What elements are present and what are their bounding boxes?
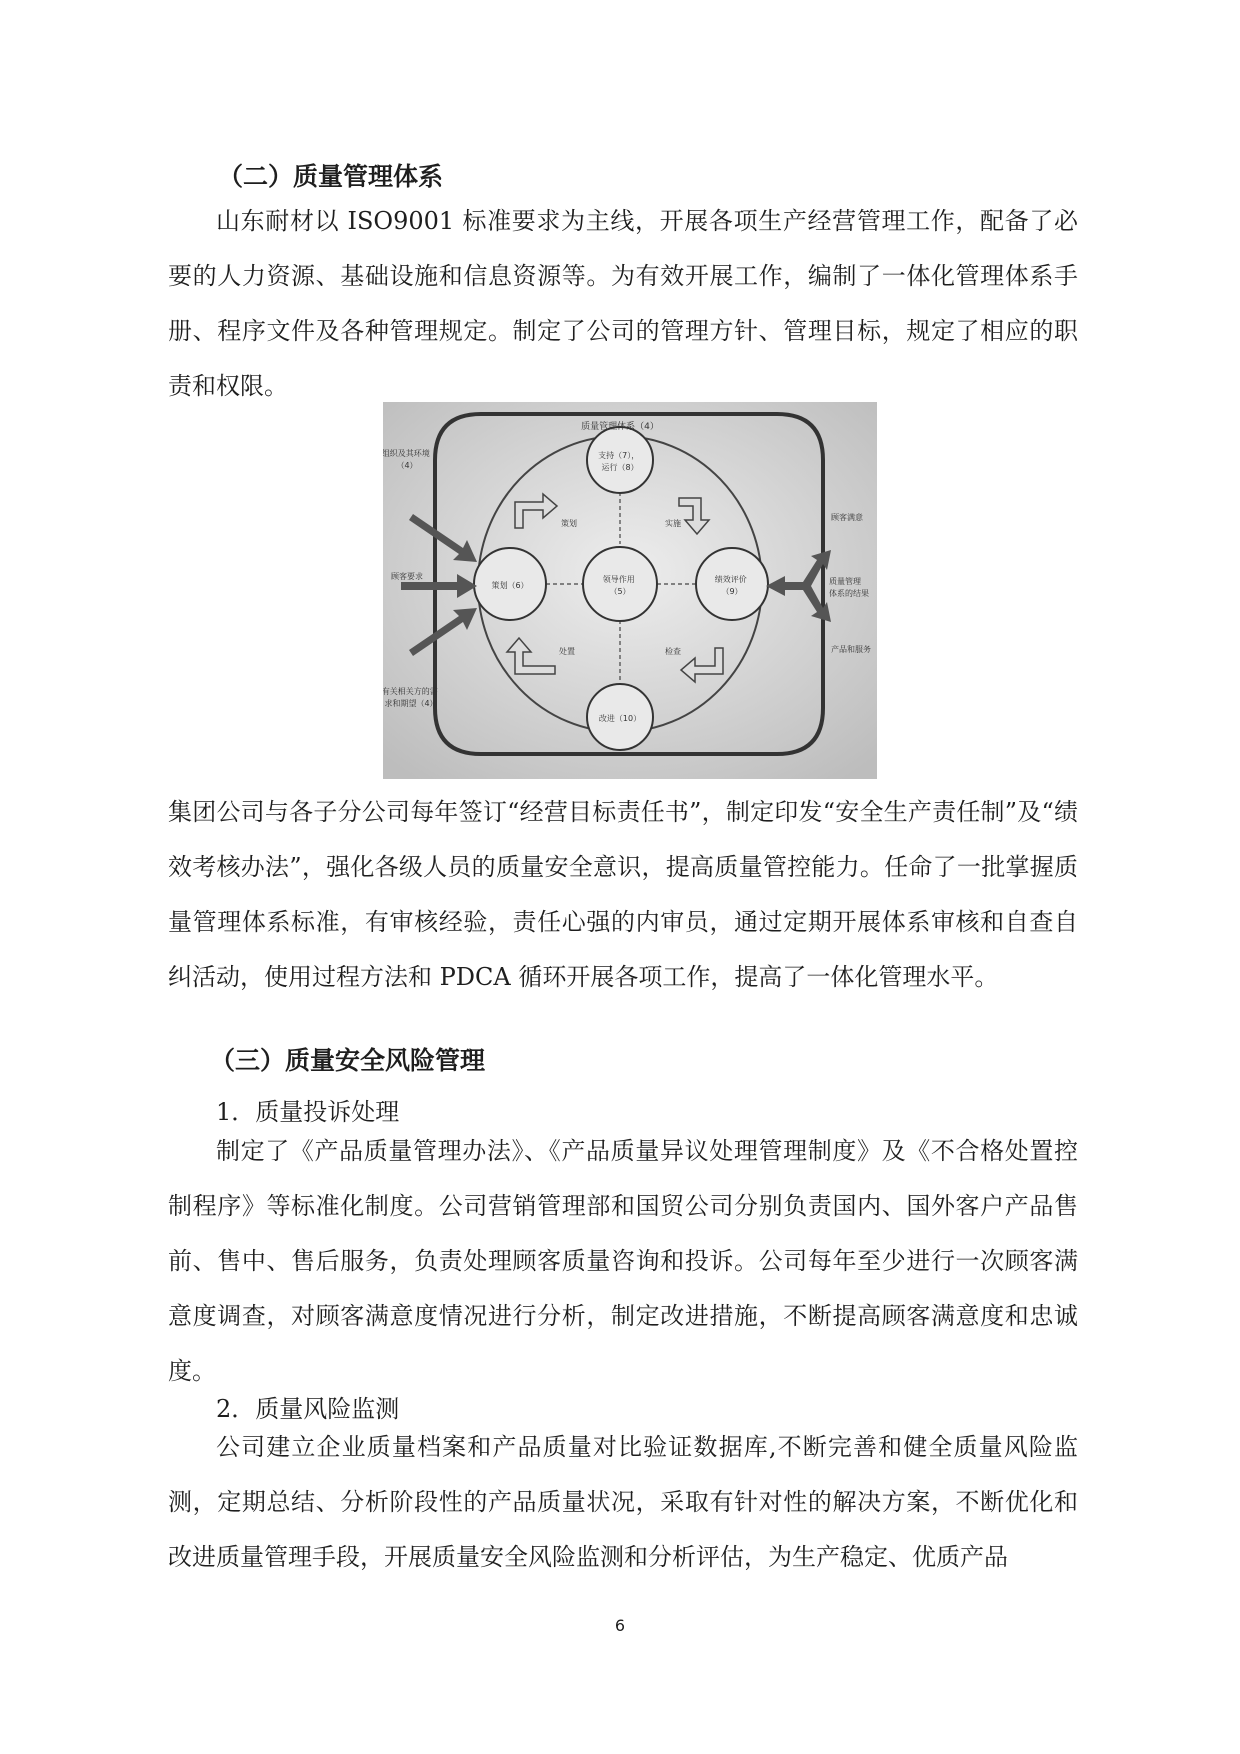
paragraph-complaint: 制定了《产品质量管理办法》、《产品质量异议处理管理制度》及《不合格处置控制程序》等标准化制度。公司营销管理部和国贸公司分别负责国内、国外客户产品售前、售中、售后服务，负责处理顾客质量咨询和投诉。公司每年至少进行一次顾客满意度调查，对顾客满意度情况进行分析，制定改进措施，不断提高顾客满意度和忠诚度。: [168, 1137, 1078, 1385]
label-plan: 策划: [561, 519, 577, 528]
item-complaint-title: 1．质量投诉处理: [216, 1098, 400, 1126]
heading-quality-system: （二）质量管理体系: [218, 162, 444, 191]
label-check: 检查: [665, 647, 681, 656]
label-planning: 策划（6）: [491, 581, 529, 590]
label-customer-satisfaction: 顾客满意: [831, 513, 863, 522]
label-qms-results: 质量管理 体系的结果: [829, 577, 869, 598]
label-improvement: 改进（10）: [598, 714, 642, 723]
label-performance: 绩效评价 （9）: [714, 575, 747, 596]
label-do: 实施: [665, 519, 681, 528]
node-performance-evaluation: [696, 548, 768, 620]
page-number: 6: [614, 1616, 626, 1635]
paragraph-risk-monitoring: 公司建立企业质量档案和产品质量对比验证数据库,不断完善和健全质量风险监测，定期总结、分析阶段性的产品质量状况，采取有针对性的解决方案，不断优化和改进质量管理手段，开展质量安全风险监测和分析评估，为生产稳定、优质产品: [168, 1433, 1078, 1571]
node-support-operation: [587, 427, 653, 493]
label-products-services: 产品和服务: [831, 645, 871, 654]
label-leadership: 领导作用 （5）: [602, 575, 635, 596]
paragraph-responsibility: 集团公司与各子分公司每年签订“经营目标责任书”，制定印发“安全生产责任制”及“绩效考核办法”，强化各级人员的质量安全意识，提高质量管控能力。任命了一批掌握质量管理体系标准，有审核经验，责任心强的内审员，通过定期开展体系审核和自查自纠活动，使用过程方法和 PDCA 循环开展各项工作，提高了一体化管理水平。: [168, 798, 1078, 991]
quality-system-diagram: [383, 402, 877, 779]
paragraph-system-intro: 山东耐材以 ISO9001 标准要求为主线，开展各项生产经营管理工作，配备了必要的人力资源、基础设施和信息资源等。为有效开展工作，编制了一体化管理体系手册、程序文件及各种管理规定。制定了公司的管理方针、管理目标，规定了相应的职责和权限。: [168, 207, 1078, 400]
label-act: 处置: [559, 647, 575, 656]
label-support-operation: 支持（7）， 运行（8）: [598, 451, 640, 472]
heading-risk-management: （三）质量安全风险管理: [210, 1046, 486, 1075]
label-context: 组织及其环境 （4）: [383, 449, 430, 470]
item-risk-monitoring-title: 2．质量风险监测: [216, 1395, 400, 1423]
figure-title: 质量管理体系（4）: [581, 422, 659, 432]
label-customer-requirements: 顾客要求: [391, 572, 423, 581]
label-interested-parties: 有关相关方的需 求和期望（4）: [383, 687, 438, 708]
node-leadership: [583, 547, 657, 621]
